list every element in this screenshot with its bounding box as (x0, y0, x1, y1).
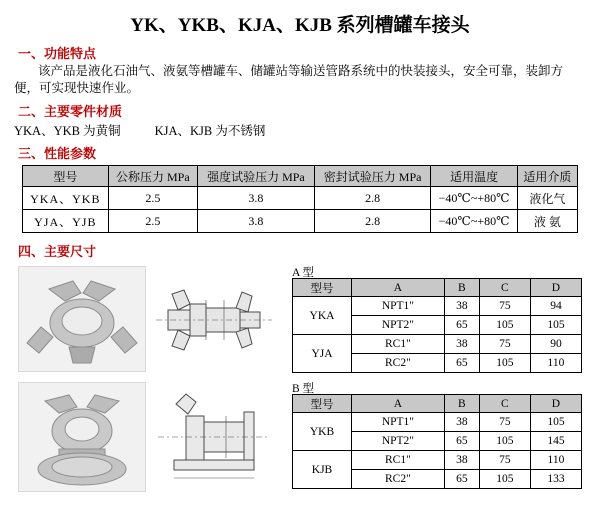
dim-b-row0-line0-d: 105 (530, 413, 581, 432)
dim-a-row1-line0-a: RC1" (352, 335, 445, 354)
dim-a-header-c: C (479, 279, 530, 297)
dim-b-header-a: A (352, 395, 445, 413)
section-heading-three: 三、性能参数 (18, 146, 97, 161)
dim-a-row1-line1-a: RC2" (352, 354, 445, 373)
flange-coupling-photo-bottom (18, 382, 146, 492)
coupling-photo-top (18, 266, 146, 372)
section-heading-one: 一、功能特点 (18, 46, 97, 61)
spec-header-nominal-pressure: 公称压力 MPa (108, 166, 197, 187)
section-heading-four: 四、主要尺寸 (18, 244, 97, 259)
spec-row0-model: YKA、YKB (23, 187, 109, 210)
dim-b-header-d: D (530, 395, 581, 413)
dimension-content-area (0, 264, 600, 510)
dim-b-header-b: B (444, 395, 479, 413)
dim-b-row1-line1-a: RC2" (352, 470, 445, 489)
dim-a-header-a: A (352, 279, 445, 297)
dim-a-row0-line1-b: 65 (444, 316, 479, 335)
section-heading-two: 二、主要零件材质 (18, 104, 123, 119)
spec-table-header-row (23, 166, 578, 187)
table-row (23, 210, 578, 233)
dim-a-row0-line1-a: NPT2" (352, 316, 445, 335)
dim-b-row0-model: YKB (293, 413, 352, 451)
material-brass: YKA、YKB 为黄铜 (14, 124, 121, 138)
dim-a-row0-model: YKA (293, 297, 352, 335)
spec-header-model: 型号 (23, 166, 109, 187)
spec-row0-medium: 液化气 (517, 187, 577, 210)
dim-a-row1-line0-d: 90 (530, 335, 581, 354)
spec-row1-strength: 3.8 (198, 210, 315, 233)
dim-b-row0-line1-d: 145 (530, 432, 581, 451)
spec-header-medium: 适用介质 (517, 166, 577, 187)
dim-a-row0-line1-d: 105 (530, 316, 581, 335)
dim-b-row1-line1-d: 133 (530, 470, 581, 489)
spec-row1-medium: 液 氨 (517, 210, 577, 233)
spec-header-strength-pressure: 强度试验压力 MPa (198, 166, 315, 187)
spec-row1-model: YJA、YJB (23, 210, 109, 233)
dim-b-row0-line0-a: NPT1" (352, 413, 445, 432)
spec-row1-nominal: 2.5 (108, 210, 197, 233)
dim-b-row1-line0-b: 38 (444, 451, 479, 470)
dimension-table-a (292, 278, 582, 373)
dim-a-row0-line1-c: 105 (479, 316, 530, 335)
material-steel: KJA、KJB 为不锈钢 (154, 124, 266, 138)
dim-a-row1-line1-d: 110 (530, 354, 581, 373)
dim-b-row1-line0-c: 75 (479, 451, 530, 470)
dim-a-row1-model: YJA (293, 335, 352, 373)
dim-b-row0-line1-c: 105 (479, 432, 530, 451)
table-row (293, 335, 582, 354)
dim-b-row0-line0-c: 75 (479, 413, 530, 432)
dim-a-row0-line0-b: 38 (444, 297, 479, 316)
dim-a-header-d: D (530, 279, 581, 297)
dim-b-row1-line1-c: 105 (479, 470, 530, 489)
dim-b-header-row (293, 395, 582, 413)
dim-a-row1-line1-c: 105 (479, 354, 530, 373)
table-row (293, 413, 582, 432)
dim-b-row0-line1-a: NPT2" (352, 432, 445, 451)
dim-a-header-row (293, 279, 582, 297)
dim-b-row1-line0-d: 110 (530, 451, 581, 470)
table-row (293, 297, 582, 316)
dim-a-row1-line0-c: 75 (479, 335, 530, 354)
material-line (14, 121, 600, 139)
dim-b-row1-model: KJB (293, 451, 352, 489)
table-row (23, 187, 578, 210)
spec-header-seal-pressure: 密封试验压力 MPa (314, 166, 431, 187)
dim-a-row0-line0-a: NPT1" (352, 297, 445, 316)
coupling-drawing-top (150, 266, 278, 370)
table-row (293, 451, 582, 470)
spec-row0-nominal: 2.5 (108, 187, 197, 210)
spec-table (22, 165, 578, 233)
spec-row0-strength: 3.8 (198, 187, 315, 210)
dim-a-row1-line0-b: 38 (444, 335, 479, 354)
section-one-body: 该产品是液化石油气、液氨等槽罐车、储罐站等输送管路系统中的快装接头，安全可靠，装卸方便，可实现快速作业。 (14, 64, 564, 95)
dim-b-header-model: 型号 (293, 395, 352, 413)
dimension-table-b (292, 394, 582, 489)
dim-a-header-model: 型号 (293, 279, 352, 297)
spec-row1-seal: 2.8 (314, 210, 431, 233)
spec-header-temperature: 适用温度 (431, 166, 517, 187)
dim-a-row0-line0-d: 94 (530, 297, 581, 316)
dim-a-row0-line0-c: 75 (479, 297, 530, 316)
dim-b-row0-line1-b: 65 (444, 432, 479, 451)
spec-row0-seal: 2.8 (314, 187, 431, 210)
spec-row1-temp: −40℃~+80℃ (431, 210, 517, 233)
flange-coupling-drawing-bottom (150, 382, 278, 490)
dim-b-header-c: C (479, 395, 530, 413)
dim-a-header-b: B (444, 279, 479, 297)
dim-b-row1-line1-b: 65 (444, 470, 479, 489)
page-title: YK、YKB、KJA、KJB 系列槽罐车接头 (130, 15, 470, 36)
type-a-label: A 型 (292, 267, 315, 279)
dim-b-row1-line0-a: RC1" (352, 451, 445, 470)
dim-a-row1-line1-b: 65 (444, 354, 479, 373)
type-b-label: B 型 (292, 383, 315, 395)
spec-row0-temp: −40℃~+80℃ (431, 187, 517, 210)
dim-b-row0-line0-b: 38 (444, 413, 479, 432)
